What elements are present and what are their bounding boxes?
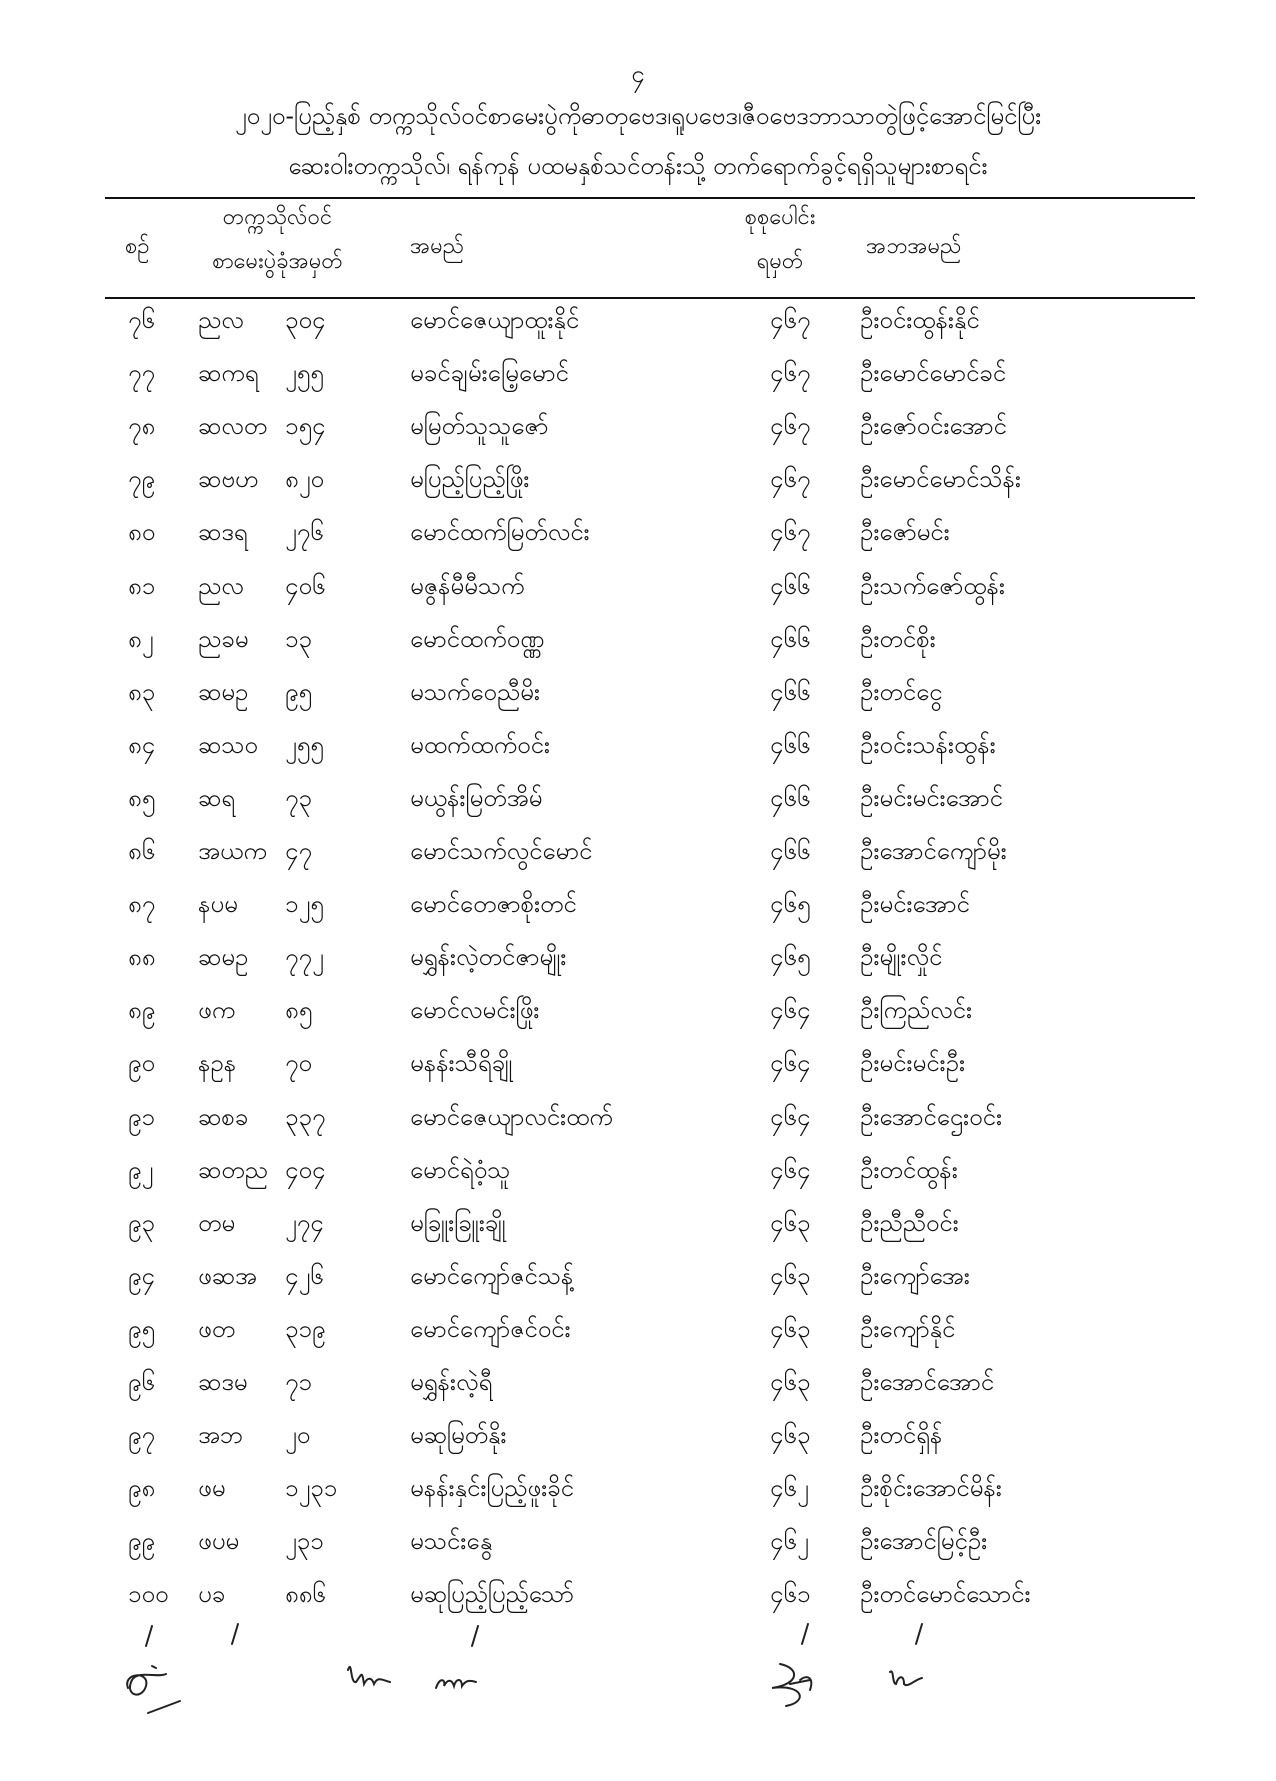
row-student-name: မသက်ဝေညီမိး — [410, 677, 540, 706]
document-title-line-2: ဆေးဝါးတက္ကသိုလ်၊ ရန်ကုန် ပထမနှစ်သင်တန်းသို့ တက်ရောက်ခွင့်ရရှိသူများစာရင်း — [288, 152, 988, 180]
row-student-name: မောင်ထက်ဝဏ္ဏ — [410, 624, 545, 653]
row-exam-prefix: ညလ — [198, 571, 244, 600]
row-total-marks: ၄၆၆ — [770, 837, 811, 865]
row-exam-prefix: နပမ — [198, 890, 238, 919]
row-exam-prefix: ဆကရ — [198, 359, 259, 388]
header-no: စဉ် — [125, 234, 150, 259]
row-total-marks: ၄၆၄ — [770, 996, 811, 1025]
row-father-name: ဦးဝင်းထွန်းနိုင် — [860, 306, 980, 334]
row-student-name: မခြူးခြူးချို — [410, 1208, 506, 1237]
table-row — [0, 1366, 1276, 1419]
header-marks-line-1: စုစုပေါင်း — [744, 205, 816, 230]
table-row — [0, 516, 1276, 569]
row-total-marks: ၄၆၆ — [770, 571, 811, 600]
table-row — [0, 570, 1276, 623]
document-title-line-1: ၂၀၂၀-ပြည့်နှစ် တက္ကသိုလ်ဝင်စာမေးပွဲကိုဓာတုဗေဒ၊ရူပဗေဒ၊ဇီဝဗေဒဘာသာတွဲဖြင့်အောင်မြင်ပြီး — [234, 102, 1042, 130]
row-serial-number: ၈၂ — [128, 624, 154, 653]
row-exam-number: ၂၅၅ — [285, 730, 324, 759]
row-serial-number: ၁၀၀ — [128, 1580, 169, 1609]
row-student-name: မဆုမြတ်နိုး — [410, 1421, 507, 1450]
row-serial-number: ၈၁ — [128, 571, 156, 600]
row-exam-number: ၉၅ — [285, 677, 312, 706]
table-row — [0, 1260, 1276, 1313]
table-row — [0, 1313, 1276, 1366]
table-row — [0, 835, 1276, 888]
row-exam-prefix: တမ — [198, 1208, 236, 1237]
row-total-marks: ၄၆၇ — [770, 306, 811, 334]
row-serial-number: ၈၄ — [128, 730, 156, 759]
row-exam-prefix: ဆလတ — [198, 412, 268, 441]
row-father-name: ဦးမောင်မောင်သိန်း — [860, 465, 1021, 494]
row-student-name: မရွှန်းလဲ့တင်ဇာမျိုး — [410, 943, 567, 972]
row-exam-prefix: အဘ — [198, 1421, 244, 1450]
row-exam-number: ၁၅၄ — [285, 412, 326, 441]
table-row — [0, 676, 1276, 729]
header-marks-line-2: ရမှတ် — [756, 249, 804, 274]
row-exam-prefix: ညလ — [198, 306, 244, 334]
row-serial-number: ၇၉ — [128, 465, 155, 494]
row-father-name: ဦးတင်မောင်သောင်း — [860, 1580, 1031, 1609]
row-serial-number: ၈၅ — [128, 783, 156, 812]
row-exam-number: ၁၂၃၁ — [285, 1474, 338, 1503]
row-exam-number: ၇၁ — [285, 1368, 312, 1396]
row-father-name: ဦးမင်းမင်းအောင် — [860, 783, 1003, 812]
row-exam-number: ၇၇၂ — [285, 943, 324, 972]
row-student-name: မဇွန်မီမီသက် — [410, 571, 525, 600]
row-serial-number: ၈၉ — [128, 996, 156, 1025]
row-exam-prefix: ဆတည — [198, 1155, 268, 1184]
row-father-name: ဦးတင်ထွန်း — [860, 1155, 958, 1184]
row-father-name: ဦးမင်းမင်းဦး — [860, 1049, 966, 1078]
handwritten-signatures — [0, 1618, 1276, 1768]
row-student-name: မရွှန်းလဲ့ရီ — [410, 1368, 493, 1396]
row-exam-prefix: ဆစခ — [198, 1102, 249, 1131]
row-serial-number: ၉၆ — [128, 1368, 155, 1396]
row-exam-number: ၃၃၇ — [285, 1102, 326, 1131]
row-father-name: ဦးညီညီဝင်း — [860, 1208, 959, 1237]
row-exam-prefix: ဖတ — [198, 1314, 236, 1343]
row-father-name: ဦးအောင်မြင့်ဦး — [860, 1527, 988, 1556]
row-exam-number: ၂၃၁ — [285, 1527, 324, 1556]
table-top-rule — [105, 197, 1195, 199]
row-exam-prefix: နဥန — [198, 1049, 237, 1078]
row-total-marks: ၄၆၇ — [770, 412, 811, 441]
row-student-name: မောင်ဇေယျာလင်းထက် — [410, 1102, 613, 1131]
row-exam-number: ၄၀၆ — [285, 571, 326, 600]
row-exam-number: ၈၂၀ — [285, 465, 324, 494]
row-father-name: ဦးတင်ငွေ — [860, 677, 943, 706]
row-father-name: ဦးမောင်မောင်ခင် — [860, 359, 1007, 388]
table-row — [0, 994, 1276, 1047]
row-exam-prefix: ပခ — [198, 1580, 226, 1609]
row-student-name: မောင်သက်လွင်မောင် — [410, 837, 593, 865]
row-serial-number: ၇၇ — [128, 359, 155, 388]
row-serial-number: ၈၆ — [128, 837, 156, 865]
row-serial-number: ၈၀ — [128, 518, 156, 547]
row-total-marks: ၄၆၃ — [770, 1421, 811, 1450]
row-exam-number: ၁၂၅ — [285, 890, 324, 919]
row-student-name: မနန်းသီရိချို — [410, 1049, 513, 1078]
header-exam-line-2: စာမေးပွဲခုံအမှတ် — [212, 249, 343, 274]
row-exam-number: ၂၀ — [285, 1421, 311, 1450]
row-exam-number: ၄၀၄ — [285, 1155, 326, 1184]
row-serial-number: ၈၈ — [128, 943, 156, 972]
row-exam-prefix: ဖဆအ — [198, 1261, 257, 1290]
row-student-name: မောင်ဇေယျာထူးနိုင် — [410, 306, 580, 334]
row-total-marks: ၄၆၁ — [770, 1580, 811, 1609]
row-exam-number: ၈၅ — [285, 996, 313, 1025]
row-exam-number: ၂၇၄ — [285, 1208, 324, 1237]
row-serial-number: ၉၇ — [128, 1421, 155, 1450]
row-father-name: ဦးကျော်နိုင် — [860, 1314, 956, 1343]
row-exam-prefix: ဖမ — [198, 1474, 226, 1503]
row-total-marks: ၄၆၆ — [770, 624, 811, 653]
row-total-marks: ၄၆၆ — [770, 783, 811, 812]
row-serial-number: ၉၈ — [128, 1474, 156, 1503]
row-exam-number: ၃၀၄ — [285, 306, 326, 334]
row-father-name: ဦးဝင်းသန်းထွန်း — [860, 730, 996, 759]
row-exam-prefix: ဆဗဟ — [198, 465, 259, 494]
row-total-marks: ၄၆၆ — [770, 677, 811, 706]
header-name: အမည် — [410, 234, 465, 259]
table-row — [0, 304, 1276, 357]
row-total-marks: ၄၆၅ — [770, 943, 811, 972]
row-father-name: ဦးကျော်အေး — [860, 1261, 970, 1290]
table-row — [0, 357, 1276, 410]
row-total-marks: ၄၆၆ — [770, 730, 811, 759]
row-total-marks: ၄၆၂ — [770, 1474, 809, 1503]
row-student-name: မောင်ထက်မြတ်လင်း — [410, 518, 590, 547]
row-exam-prefix: ဖပမ — [198, 1527, 240, 1556]
row-total-marks: ၄၆၃ — [770, 1314, 811, 1343]
row-father-name: ဦးမင်းအောင် — [860, 890, 970, 919]
row-father-name: ဦးတင်ရှိန် — [860, 1421, 943, 1450]
table-row — [0, 410, 1276, 463]
row-father-name: ဦးကြည်လင်း — [860, 996, 973, 1025]
row-serial-number: ၉၃ — [128, 1208, 155, 1237]
row-student-name: မမြတ်သူသူဇော် — [410, 412, 549, 441]
row-total-marks: ၄၆၄ — [770, 1155, 811, 1184]
row-father-name: ဦးမျိုးလှိုင် — [860, 943, 943, 972]
row-total-marks: ၄၆၅ — [770, 890, 811, 919]
row-student-name: မဆုပြည့်ပြည့်သော် — [410, 1580, 574, 1609]
row-student-name: မယွန်းမြတ်အိမ် — [410, 783, 543, 812]
row-exam-prefix: ညခမ — [198, 624, 249, 653]
row-exam-number: ၇၃ — [285, 783, 312, 812]
row-total-marks: ၄၆၄ — [770, 1049, 811, 1078]
row-serial-number: ၈၃ — [128, 677, 156, 706]
row-serial-number: ၉၁ — [128, 1102, 155, 1131]
table-row — [0, 1207, 1276, 1260]
row-total-marks: ၄၆၂ — [770, 1527, 809, 1556]
table-row — [0, 729, 1276, 782]
row-student-name: မောင်ကျော်ဇင်ဝင်း — [410, 1314, 571, 1343]
row-father-name: ဦးသက်ဇော်ထွန်း — [860, 571, 1005, 600]
row-exam-prefix: ဆဒမ — [198, 1368, 248, 1396]
row-father-name: ဦးဇော်မင်း — [860, 518, 950, 547]
row-exam-prefix: အယက — [198, 837, 267, 865]
row-exam-number: ၄၂၆ — [285, 1261, 324, 1290]
row-total-marks: ၄၆၃ — [770, 1368, 811, 1396]
row-total-marks: ၄၆၇ — [770, 465, 811, 494]
row-exam-prefix: ဖက — [198, 996, 236, 1025]
row-student-name: မောင်ရဲဝံ့သူ — [410, 1155, 511, 1184]
page-number: ၄ — [631, 60, 645, 88]
row-serial-number: ၈၇ — [128, 890, 156, 919]
row-father-name: ဦးဇော်ဝင်းအောင် — [860, 412, 1007, 441]
row-serial-number: ၉၅ — [128, 1314, 155, 1343]
signatures — [0, 1618, 1276, 1768]
header-bottom-rule — [105, 297, 1195, 299]
row-father-name: ဦးတင်စိုး — [860, 624, 936, 653]
row-total-marks: ၄၆၃ — [770, 1261, 811, 1290]
row-student-name: မထက်ထက်ဝင်း — [410, 730, 550, 759]
table-row — [0, 1525, 1276, 1578]
header-father-name: အဘအမည် — [866, 234, 962, 259]
row-student-name: မသင်းနွေ — [410, 1527, 493, 1556]
row-father-name: ဦးအောင်ကျော်မိုး — [860, 837, 1007, 865]
table-row — [0, 463, 1276, 516]
row-exam-prefix: ဆမဥ — [198, 677, 249, 706]
table-row — [0, 888, 1276, 941]
row-serial-number: ၉၉ — [128, 1527, 155, 1556]
table-row — [0, 623, 1276, 676]
row-total-marks: ၄၆၄ — [770, 1102, 811, 1131]
row-student-name: မပြည့်ပြည့်ဖြိုး — [410, 465, 530, 494]
row-exam-number: ၁၃ — [285, 624, 312, 653]
row-student-name: မောင်ကျော်ဇင်သန့် — [410, 1261, 574, 1290]
row-student-name: မောင်တေဇာစိုးတင် — [410, 890, 577, 919]
header-exam-line-1: တက္ကသိုလ်ဝင် — [222, 205, 333, 230]
table-row — [0, 1419, 1276, 1472]
row-exam-number: ၃၁၉ — [285, 1314, 326, 1343]
row-serial-number: ၉၀ — [128, 1049, 155, 1078]
row-serial-number: ၉၄ — [128, 1261, 155, 1290]
row-exam-prefix: ဆဒရ — [198, 518, 248, 547]
row-serial-number: ၇၆ — [128, 306, 155, 334]
table-row — [0, 941, 1276, 994]
table-row — [0, 1154, 1276, 1207]
row-exam-number: ၂၅၅ — [285, 359, 324, 388]
row-father-name: ဦးအောင်ဌေးဝင်း — [860, 1102, 1003, 1131]
table-row — [0, 1472, 1276, 1525]
row-total-marks: ၄၆၃ — [770, 1208, 811, 1237]
row-exam-number: ၄၇ — [285, 837, 312, 865]
row-serial-number: ၉၂ — [128, 1155, 154, 1184]
row-father-name: ဦးစိုင်းအောင်မိန်း — [860, 1474, 1002, 1503]
row-exam-number: ၇၀ — [285, 1049, 312, 1078]
table-row — [0, 782, 1276, 835]
row-serial-number: ၇၈ — [128, 412, 156, 441]
row-total-marks: ၄၆၇ — [770, 518, 811, 547]
table-row — [0, 1101, 1276, 1154]
row-exam-prefix: ဆရ — [198, 783, 235, 812]
row-total-marks: ၄၆၇ — [770, 359, 811, 388]
row-father-name: ဦးအောင်အောင် — [860, 1368, 995, 1396]
row-student-name: မခင်ချမ်းမြေ့မောင် — [410, 359, 569, 388]
row-exam-prefix: ဆသဝ — [198, 730, 258, 759]
row-exam-number: ၂၇၆ — [285, 518, 324, 547]
table-row — [0, 1047, 1276, 1100]
row-exam-number: ၈၈၆ — [285, 1580, 326, 1609]
row-student-name: မောင်လမင်းဖြိုး — [410, 996, 540, 1025]
row-exam-prefix: ဆမဥ — [198, 943, 249, 972]
row-student-name: မနန်းနှင်းပြည့်ဖူးခိုင် — [410, 1474, 574, 1503]
